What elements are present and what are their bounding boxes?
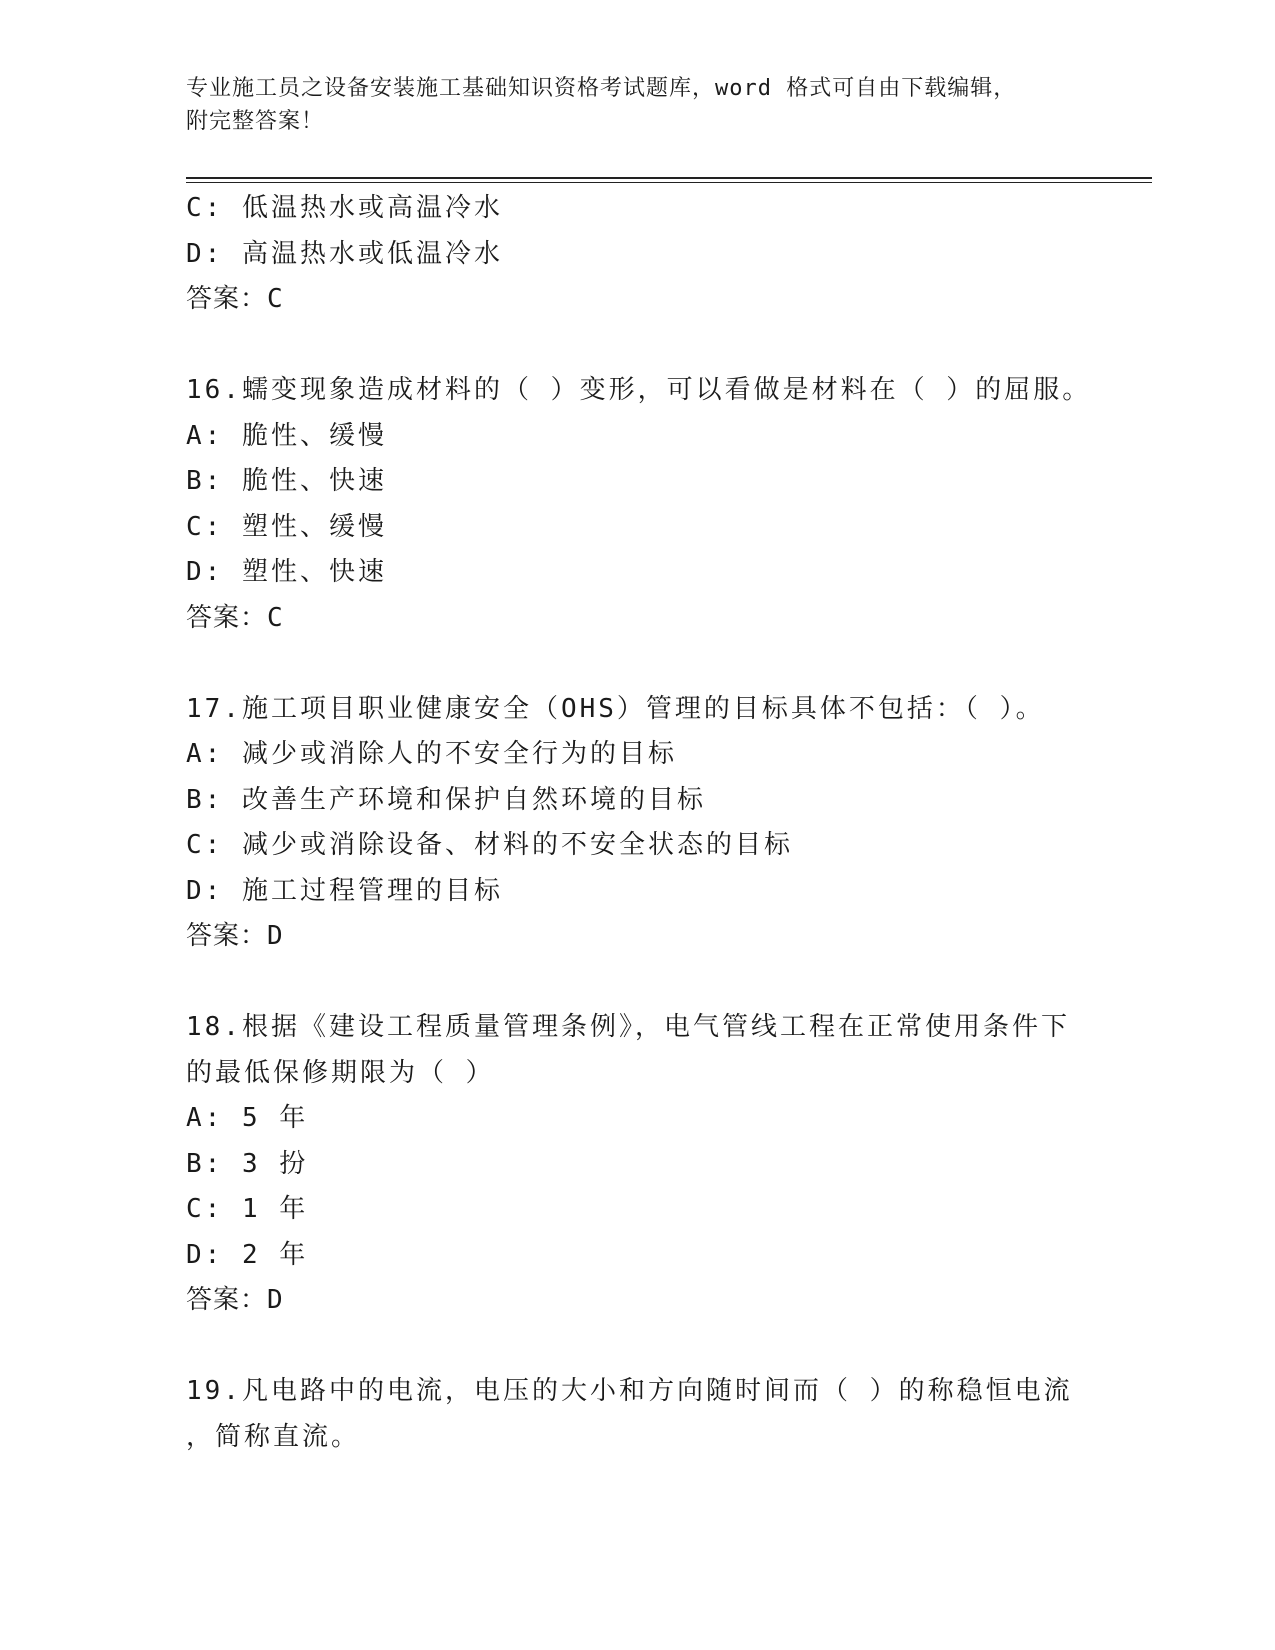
- spacer: [186, 1324, 1086, 1370]
- q17-option-a: A: 减少或消除人的不安全行为的目标: [186, 739, 677, 769]
- q16-option-b: B: 脆性、快速: [186, 466, 387, 496]
- q17-stem: 17.施工项目职业健康安全（OHS）管理的目标具体不包括：（ ）。: [186, 693, 1045, 724]
- header-rule-thick: [186, 177, 1152, 179]
- q16-option-a: A: 脆性、缓慢: [186, 420, 387, 451]
- q19-stem-line-1: 19.凡电路中的电流，电压的大小和方向随时间而（ ）的称稳恒电流: [186, 1376, 1073, 1406]
- q18-option-b: B: 3 扮: [186, 1148, 309, 1179]
- q18-option-a: A: 5 年: [186, 1103, 309, 1133]
- q16-stem: 16.蠕变现象造成材料的（ ）变形，可以看做是材料在（ ）的屈服。: [186, 375, 1092, 405]
- question-list: [186, 186, 1092, 1460]
- spacer: [186, 641, 1086, 687]
- q18-stem-line-1: 18.根据《建设工程质量管理条例》，电气管线工程在正常使用条件下: [186, 1012, 1070, 1042]
- header-rule-thin: [186, 182, 1152, 183]
- q18-option-c: C: 1 年: [186, 1194, 309, 1224]
- q17-option-c: C: 减少或消除设备、材料的不安全状态的目标: [186, 830, 793, 860]
- q16-option-d: D: 塑性、快速: [186, 557, 387, 587]
- q17-option-b: B: 改善生产环境和保护自然环境的目标: [186, 784, 706, 815]
- header-line-2: 附完整答案！: [186, 109, 325, 134]
- q16-option-c: C: 塑性、缓慢: [186, 511, 387, 542]
- q17-option-d: D: 施工过程管理的目标: [186, 875, 503, 906]
- q19-stem-line-2: ，简称直流。: [186, 1421, 361, 1452]
- prev-option-c: C: 低温热水或高温冷水: [186, 193, 503, 223]
- header-line-1: 专业施工员之设备安装施工基础知识资格考试题库，word 格式可自由下载编辑，: [186, 76, 1017, 101]
- prev-answer: 答案：C: [186, 284, 284, 314]
- q16-answer: 答案：C: [186, 602, 284, 633]
- prev-option-d: D: 高温热水或低温冷水: [186, 238, 503, 269]
- q18-option-d: D: 2 年: [186, 1239, 309, 1270]
- q18-stem-line-2: 的最低保修期限为（ ）: [186, 1057, 495, 1088]
- document-header: [186, 72, 1086, 138]
- q17-answer: 答案：D: [186, 921, 284, 951]
- spacer: [186, 960, 1086, 1006]
- q18-answer: 答案：D: [186, 1285, 284, 1315]
- spacer: [186, 323, 1086, 369]
